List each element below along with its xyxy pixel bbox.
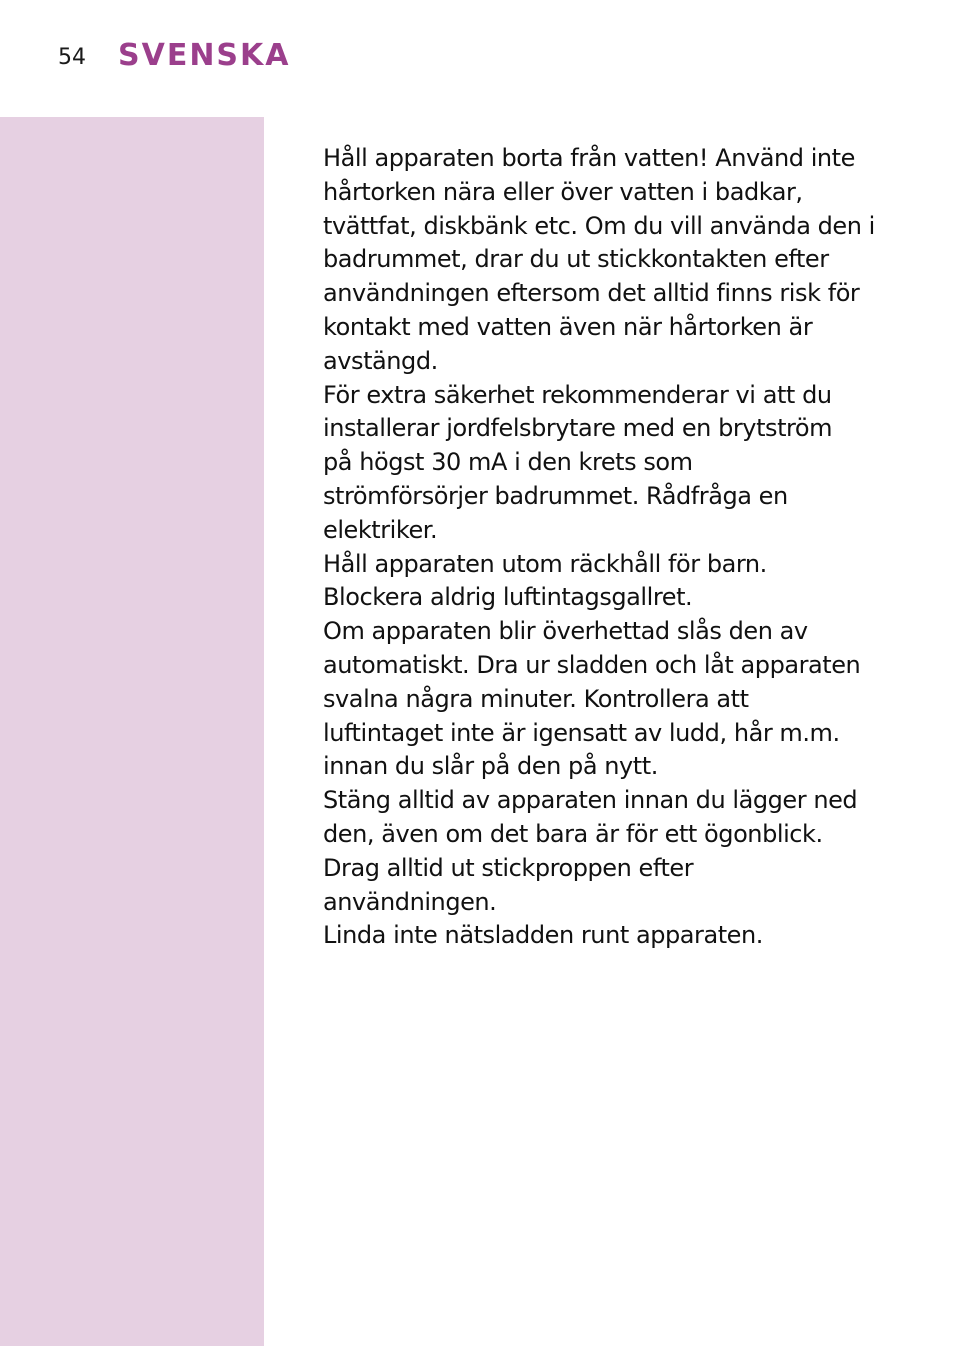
text-line: den, även om det bara är för ett ögonblick. bbox=[323, 819, 823, 848]
text-line: på högst 30 mA i den krets som bbox=[323, 448, 693, 477]
text-line: badrummet, drar du ut stickkontakten efter bbox=[323, 245, 829, 274]
text-line: kontakt med vatten även när hårtorken är bbox=[323, 312, 813, 341]
text-line: avstängd. bbox=[323, 346, 438, 375]
text-line: Stäng alltid av apparaten innan du lägger ned bbox=[323, 786, 858, 815]
paragraph-children bbox=[323, 548, 923, 582]
body-text bbox=[323, 142, 923, 953]
text-line: Om apparaten blir överhettad slås den av bbox=[323, 617, 808, 646]
text-line: Håll apparaten utom räckhåll för barn. bbox=[323, 549, 767, 578]
text-line: Drag alltid ut stickproppen efter bbox=[323, 853, 694, 882]
text-line: strömförsörjer badrummet. Rådfråga en bbox=[323, 481, 788, 510]
text-line: elektriker. bbox=[323, 515, 438, 544]
page-number: 54 bbox=[58, 45, 86, 70]
text-line: innan du slår på den på nytt. bbox=[323, 752, 658, 781]
paragraph-air-intake bbox=[323, 581, 923, 615]
text-line: hårtorken nära eller över vatten i badkar, bbox=[323, 177, 803, 206]
text-line: svalna några minuter. Kontrollera att bbox=[323, 684, 749, 713]
text-line: tvättfat, diskbänk etc. Om du vill använda den i bbox=[323, 211, 875, 240]
text-line: användningen eftersom det alltid finns risk för bbox=[323, 279, 860, 308]
paragraph-water-warning bbox=[323, 142, 923, 379]
paragraph-rcd-advice bbox=[323, 379, 923, 548]
paragraph-cord bbox=[323, 919, 923, 953]
text-line: luftintaget inte är igensatt av ludd, hår m.m. bbox=[323, 718, 840, 747]
paragraph-switch-off bbox=[323, 784, 923, 852]
paragraph-unplug bbox=[323, 852, 923, 920]
text-line: För extra säkerhet rekommenderar vi att du bbox=[323, 380, 832, 409]
text-line: Linda inte nätsladden runt apparaten. bbox=[323, 921, 763, 950]
text-line: användningen. bbox=[323, 887, 497, 916]
text-line: Blockera aldrig luftintagsgallret. bbox=[323, 583, 693, 612]
text-line: installerar jordfelsbrytare med en brytström bbox=[323, 414, 833, 443]
paragraph-overheating bbox=[323, 615, 923, 784]
text-line: automatiskt. Dra ur sladden och låt apparaten bbox=[323, 650, 861, 679]
text-line: Håll apparaten borta från vatten! Använd inte bbox=[323, 144, 855, 172]
section-title: SVENSKA bbox=[118, 38, 291, 73]
side-panel bbox=[0, 117, 264, 1346]
